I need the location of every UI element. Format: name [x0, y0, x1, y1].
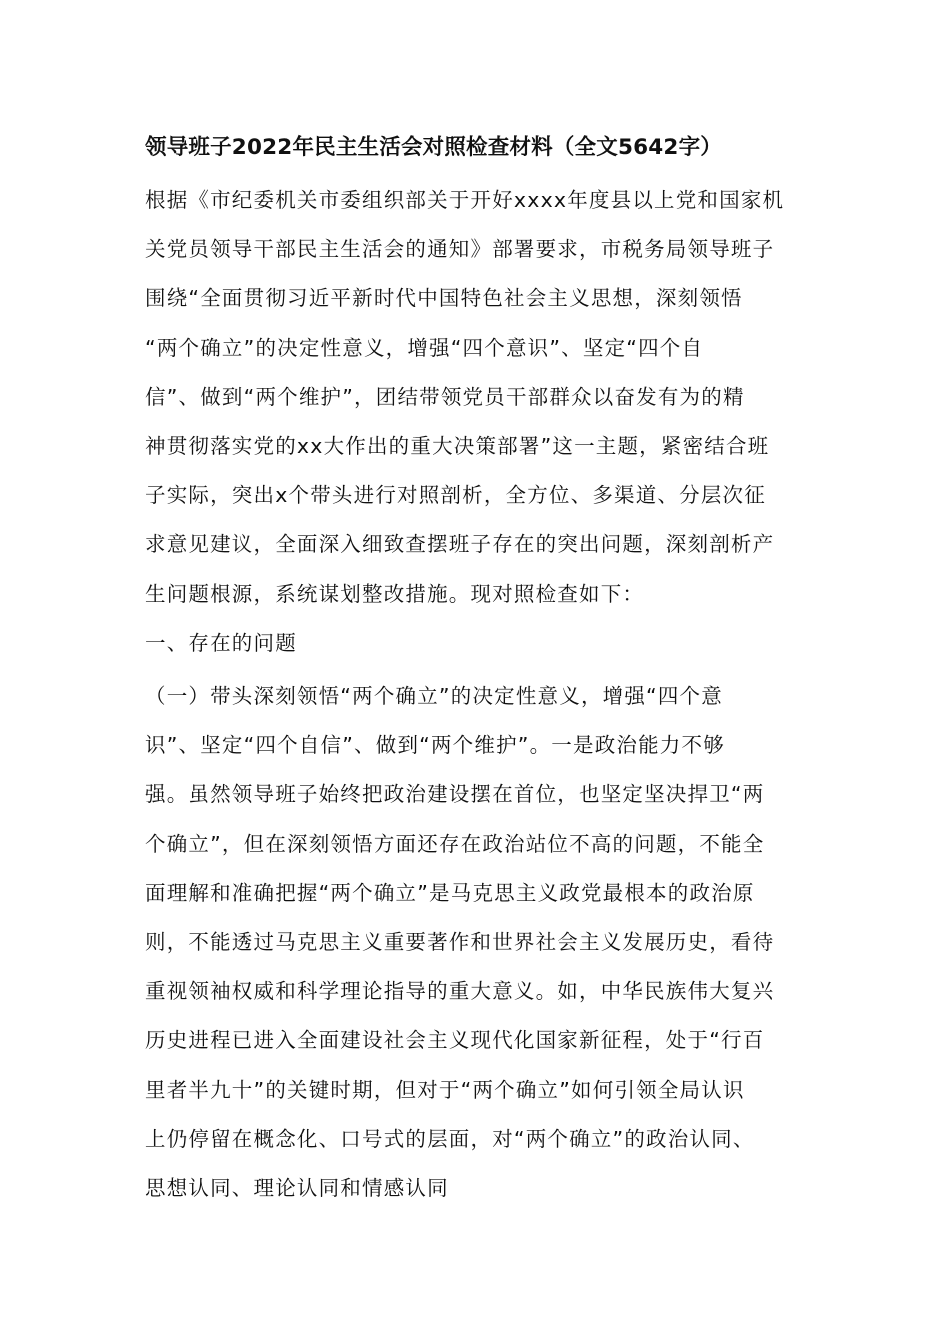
text-line: 生问题根源，系统谋划整改措施。现对照检查如下：: [145, 581, 645, 606]
issue-paragraph: [145, 672, 807, 1213]
text-line: 里者半九十”的关键时期，但对于“两个确立”如何引领全局认识: [145, 1077, 745, 1102]
text-line: 关党员领导干部民主生活会的通知》部署要求，市税务局领导班子: [145, 237, 775, 262]
intro-paragraph: [145, 176, 807, 619]
text-line: “两个确立”的决定性意义，增强“四个意识”、坚定“四个自: [145, 335, 704, 360]
text-line: 则，不能透过马克思主义重要著作和世界社会主义发展历史，看待: [145, 930, 775, 955]
text-line: 子实际，突出x个带头进行对照剖析，全方位、多渠道、分层次征: [145, 483, 766, 508]
text-line: 一、存在的问题: [145, 631, 297, 655]
document-title: 领导班子2022年民主生活会对照检查材料（全文5642字）: [145, 135, 722, 160]
text-line: 信”、做到“两个维护”，团结带领党员干部群众以奋发有为的精: [145, 384, 745, 409]
text-line: 识”、坚定“四个自信”、做到“两个维护”。一是政治能力不够: [145, 733, 725, 758]
section-heading: [145, 619, 807, 668]
text-line: 个确立”，但在深刻领悟方面还存在政治站位不高的问题，不能全: [145, 831, 765, 856]
text-line: 重视领袖权威和科学理论指导的重大意义。如，中华民族伟大复兴: [145, 979, 775, 1004]
text-line: （一）带头深刻领悟“两个确立”的决定性意义，增强“四个意: [145, 684, 723, 708]
text-line: 根据《市纪委机关市委组织部关于开好xxxx年度县以上党和国家机: [145, 188, 785, 212]
text-line: 上仍停留在概念化、口号式的层面，对“两个确立”的政治认同、: [145, 1126, 755, 1151]
text-line: 强。虽然领导班子始终把政治建设摆在首位，也坚定坚决捍卫“两: [145, 782, 765, 807]
text-line: 神贯彻落实党的xx大作出的重大决策部署”这一主题，紧密结合班: [145, 434, 770, 459]
text-line: 思想认同、理论认同和情感认同: [145, 1176, 449, 1201]
text-line: 求意见建议，全面深入细致查摆班子存在的突出问题，深刻剖析产: [145, 532, 775, 557]
text-line: 围绕“全面贯彻习近平新时代中国特色社会主义思想，深刻领悟: [145, 286, 743, 311]
text-line: 历史进程已进入全面建设社会主义现代化国家新征程，处于“行百: [145, 1028, 765, 1053]
text-line: 面理解和准确把握“两个确立”是马克思主义政党最根本的政治原: [145, 880, 755, 905]
